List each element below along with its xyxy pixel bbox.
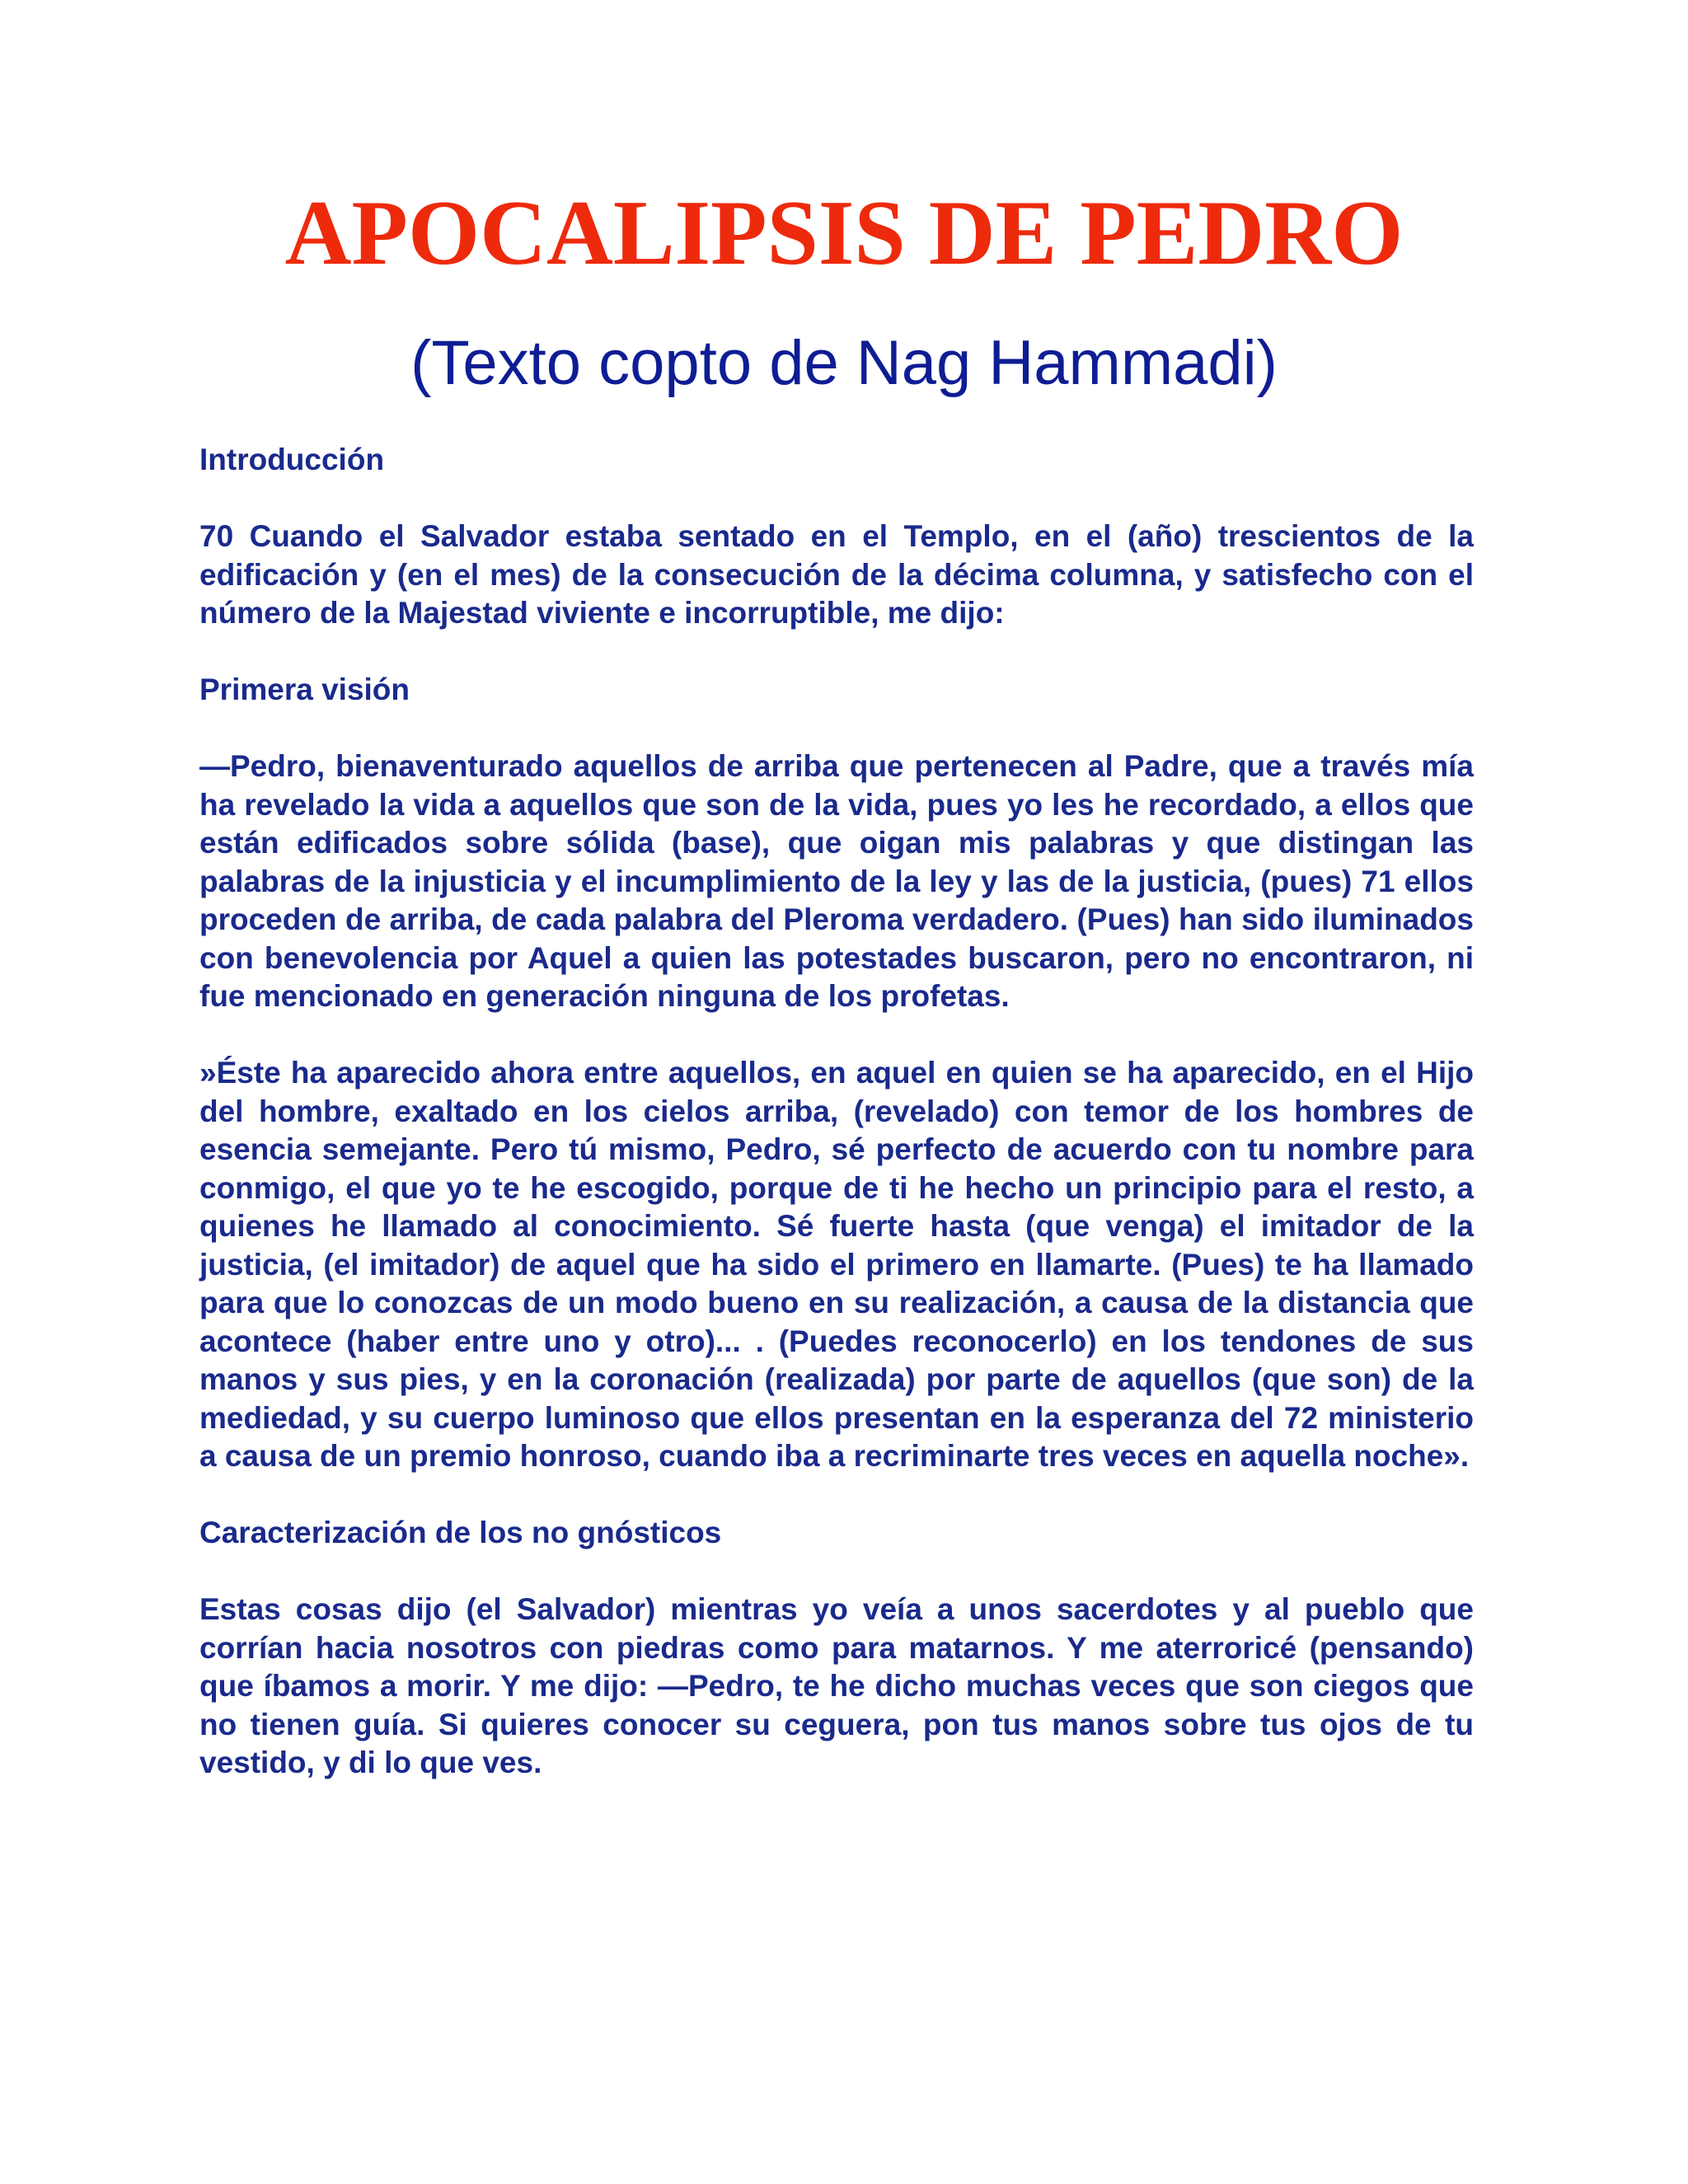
document-title: APOCALIPSIS DE PEDRO xyxy=(284,182,1404,284)
section-heading-introduccion: Introducción xyxy=(199,443,385,476)
paragraph: 70 Cuando el Salvador estaba sentado en el Templo, en el (año) trescientos de la edificación y (en el mes) de la consecución de la décima columna, y satisfecho con el número de la Majestad viviente e incorruptible, me dijo: xyxy=(199,519,1474,630)
section-heading-caracterizacion: Caracterización de los no gnósticos xyxy=(199,1516,722,1549)
document-subtitle: (Texto copto de Nag Hammadi) xyxy=(410,328,1278,398)
paragraph: »Éste ha aparecido ahora entre aquellos, en aquel en quien se ha aparecido, en el Hijo del hombre, exaltado en los cielos arriba, (revelado) con temor de los hombres de esencia semejante. Pero tú mismo, Pedro, sé perfecto de acuerdo con tu nombre para conmigo, el que yo te he escogido, porque de ti he hecho un principio para el resto, a quienes he llamado al conocimiento. Sé fuerte hasta (que venga) el imitador de la justicia, (el imitador) de aquel que ha sido el primero en llamarte. (Pues) te ha llamado para que lo conozcas de un modo bueno en su realización, a causa de la distancia que acontece (haber entre uno y otro)... . (Puedes reconocerlo) en los tendones de sus manos y sus pies, y en la coronación (realizada) por parte de aquellos (que son) de la mediedad, y su cuerpo luminoso que ellos presentan en la esperanza del 72 ministerio a causa de un premio honroso, cuando iba a recriminarte tres veces en aquella noche». xyxy=(199,1056,1474,1473)
paragraph: —Pedro, bienaventurado aquellos de arriba que pertenecen al Padre, que a través mía ha revelado la vida a aquellos que son de la vida, pues yo les he recordado, a ellos que están edificados sobre sólida (base), que oigan mis palabras y que distingan las palabras de la injusticia y el incumplimiento de la ley y las de la justicia, (pues) 71 ellos proceden de arriba, de cada palabra del Pleroma verdadero. (Pues) han sido iluminados con benevolencia por Aquel a quien las potestades buscaron, pero no encontraron, ni fue mencionado en generación ninguna de los profetas. xyxy=(199,749,1474,1013)
section-heading-primera-vision: Primera visión xyxy=(199,673,410,706)
document-body xyxy=(199,441,1474,1821)
paragraph: Estas cosas dijo (el Salvador) mientras yo veía a unos sacerdotes y al pueblo que corrían hacia nosotros con piedras como para matarnos. Y me aterroricé (pensando) que íbamos a morir. Y me dijo: —Pedro, te he dicho muchas veces que son ciegos que no tienen guía. Si quieres conocer su ceguera, pon tus manos sobre tus ojos de tu vestido, y di lo que ves. xyxy=(199,1592,1474,1779)
